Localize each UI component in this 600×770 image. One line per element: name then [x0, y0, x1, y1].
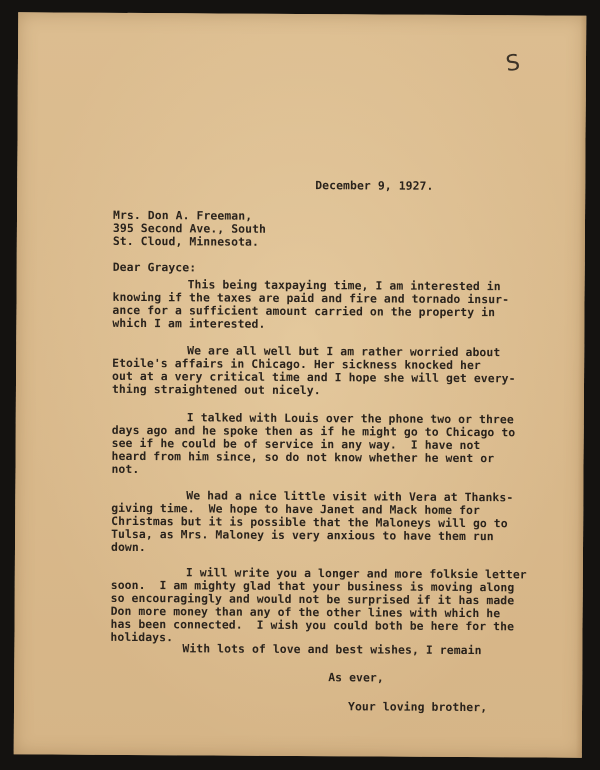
- address-line: Mrs. Don A. Freeman,: [112, 207, 253, 223]
- paragraph-line: down.: [110, 539, 146, 555]
- paragraph-line: has been connected. I wish you could both be here for the: [110, 616, 515, 634]
- paragraph-line: giving time. We hope to have Janet and Mack home for: [111, 500, 481, 518]
- corner-handwritten-mark: S: [504, 50, 522, 78]
- paragraph-line: Christmas but it is possible that the Maloneys will go to: [111, 513, 508, 531]
- paragraph-etoile: [112, 344, 516, 398]
- letter-page: [14, 12, 587, 757]
- paragraph-folksie-letter: [110, 566, 526, 647]
- address-line: St. Cloud, Minnesota.: [112, 233, 260, 249]
- paragraph-line: out at a very critical time and I hope she will get every-: [112, 368, 516, 386]
- paragraph-line: which I am interested.: [112, 315, 266, 331]
- paragraph-line: days ago and he spoke then as if he might go to Chicago to: [111, 422, 516, 440]
- paragraph-line: This being taxpaying time, I am interested in: [187, 277, 501, 294]
- paragraph-line: knowing if the taxes are paid and fire and tornado insur-: [112, 289, 510, 307]
- address-line: 395 Second Ave., South: [112, 220, 267, 236]
- paragraph-line: heard from him since, so do not know whether he went or: [111, 448, 495, 466]
- signature-line: Your loving brother,: [347, 699, 488, 715]
- paragraph-line: Tulsa, as Mrs. Maloney is very anxious to have them run: [111, 526, 494, 544]
- paragraph-line: holidays.: [110, 629, 174, 645]
- paragraph-line: We had a nice little visit with Vera at Thanks-: [186, 488, 514, 505]
- letter-date: December 9, 1927.: [315, 178, 434, 193]
- paragraph-line: see if he could be of service in any way. I have not: [111, 435, 481, 453]
- paragraph-line: Don more money than any of the other lines with which he: [110, 603, 501, 621]
- closing-line: With lots of love and best wishes, I remain: [182, 641, 482, 658]
- paragraph-louis: [111, 411, 515, 478]
- valediction: As ever,: [328, 670, 384, 685]
- paragraph-line: I will write you a longer and more folksie letter: [185, 565, 527, 582]
- paragraph-vera: [111, 489, 513, 556]
- paragraph-line: We are all well but I am rather worried about: [187, 343, 501, 360]
- paragraph-line: so encouragingly and would not be surprised if it has made: [110, 590, 515, 608]
- paragraph-taxes: [112, 278, 509, 332]
- paragraph-line: soon. I am mighty glad that your business is moving along: [110, 577, 515, 595]
- recipient-address: [113, 209, 266, 249]
- paragraph-line: thing straightened out nicely.: [111, 381, 321, 398]
- paragraph-line: ance for a sufficient amount carried on the property in: [112, 302, 496, 320]
- paragraph-line: Etoile's affairs in Chicago. Her sickness knocked her: [112, 355, 481, 373]
- paragraph-line: not.: [111, 461, 140, 477]
- paragraph-line: I talked with Louis over the phone two or three: [186, 410, 514, 427]
- salutation: Dear Grayce:: [112, 259, 197, 275]
